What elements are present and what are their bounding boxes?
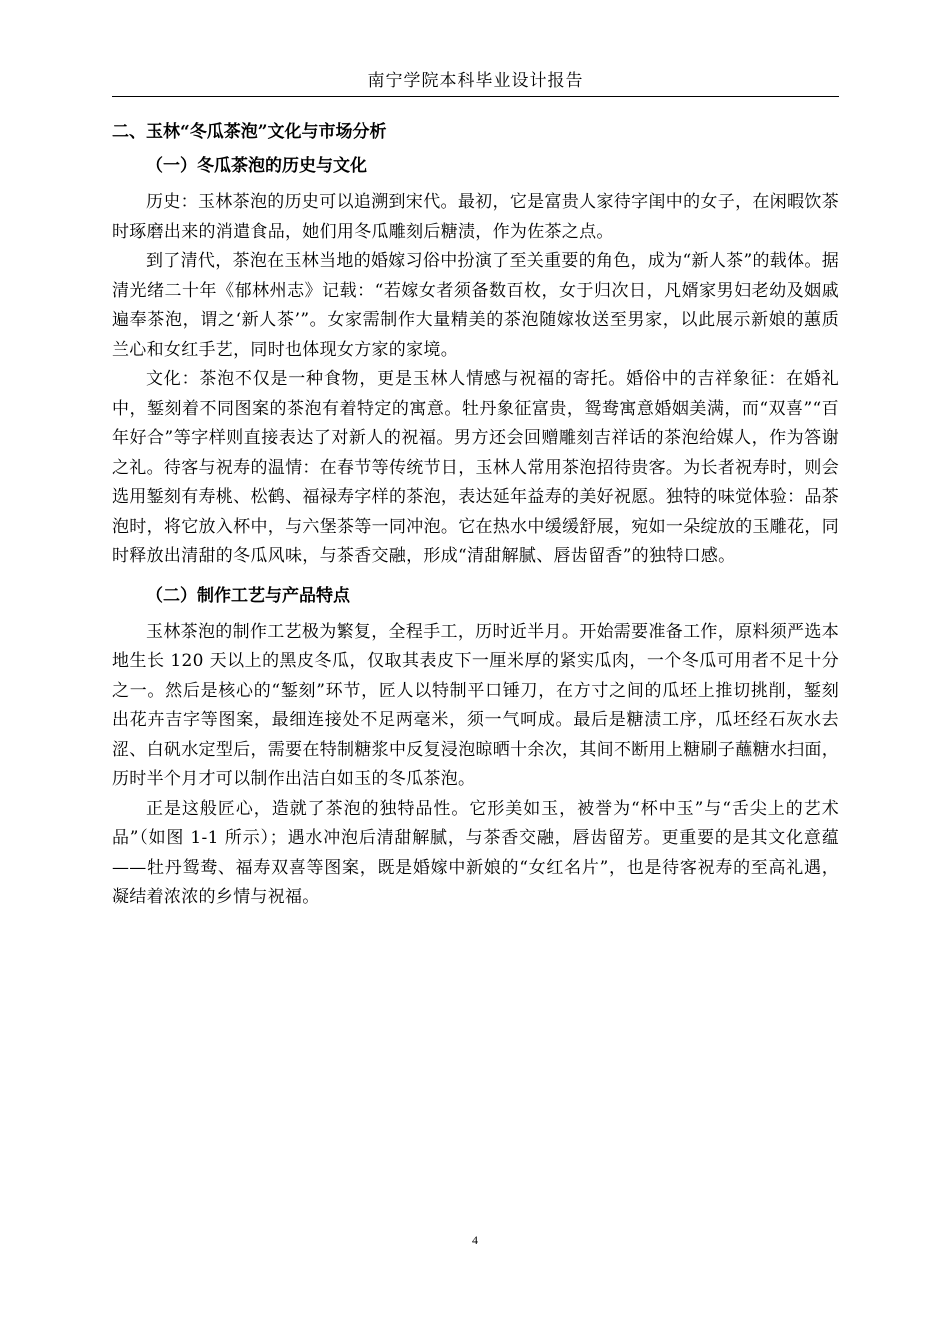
paragraph-history: 历史：玉林茶泡的历史可以追溯到宋代。最初，它是富贵人家待字闺中的女子，在闲暇饮茶时琢磨出来的消遣食品，她们用冬瓜雕刻后糖渍，作为佐茶之点。	[112, 192, 839, 242]
header-title: 南宁学院本科毕业设计报告	[367, 71, 584, 91]
paragraph-culture: 文化：茶泡不仅是一种食物，更是玉林人情感与祝福的寄托。婚俗中的吉祥象征：在婚礼中，錾刻着不同图案的茶泡有着特定的寓意。牡丹象征富贵，鸳鸯寓意婚姻美满，而“双喜”“百年好合”等字样则直接表达了对新人的祝福。男方还会回赠雕刻吉祥话的茶泡给媒人，作为答谢之礼。待客与祝寿的温情：在春节等传统节日，玉林人常用茶泡招待贵客。为长者祝寿时，则会选用錾刻有寿桃、松鹤、福禄寿字样的茶泡，表达延年益寿的美好祝愿。独特的味觉体验：品茶泡时，将它放入杯中，与六堡茶等一同冲泡。它在热水中缓缓舒展，宛如一朵绽放的玉雕花，同时释放出清甜的冬瓜风味，与茶香交融，形成“清甜解腻、唇齿留香”的独特口感。	[112, 369, 839, 566]
section-title: 二、玉林“冬瓜茶泡”文化与市场分析	[112, 122, 387, 142]
paragraph-craft: 玉林茶泡的制作工艺极为繁复，全程手工，历时近半月。开始需要准备工作，原料须严选本地生长 120 天以上的黑皮冬瓜，仅取其表皮下一厘米厚的紧实瓜肉，一个冬瓜可用者不足十分之一。然后是核心的“錾刻”环节，匠人以特制平口锤刀，在方寸之间的瓜坯上推切挑削，錾刻出花卉吉字等图案，最细连接处不足两毫米，须一气呵成。最后是糖渍工序，瓜坯经石灰水去涩、白矾水定型后，需要在特制糖浆中反复浸泡晾晒十余次，其间不断用上糖刷子蘸糖水扫面，历时半个月才可以制作出洁白如玉的冬瓜茶泡。	[112, 621, 839, 789]
subsection-title-craft-features: （二）制作工艺与产品特点	[146, 585, 350, 606]
page-header	[112, 66, 839, 97]
page-number: 4	[472, 1233, 478, 1247]
document-body	[112, 116, 839, 913]
paragraph-features: 正是这般匠心，造就了茶泡的独特品性。它形美如玉，被誉为“杯中玉”与“舌尖上的艺术品”（如图 1-1 所示）；遇水冲泡后清甜解腻，与茶香交融，唇齿留芳。更重要的是其文化意蕴——牡丹鸳鸯、福寿双喜等图案，既是婚嫁中新娘的“女红名片”，也是待客祝寿的至高礼遇，凝结着浓浓的乡情与祝福。	[112, 798, 839, 907]
subsection-title-history-culture: （一）冬瓜茶泡的历史与文化	[146, 156, 367, 176]
paragraph-qing-dynasty: 到了清代，茶泡在玉林当地的婚嫁习俗中扮演了至关重要的角色，成为“新人茶”的载体。据清光绪二十年《郁林州志》记载：“若嫁女者须备数百枚，女于归次日，凡婿家男妇老幼及姻戚遍奉茶泡，谓之‘新人茶’”。女家需制作大量精美的茶泡随嫁妆送至男家，以此展示新娘的蕙质兰心和女红手艺，同时也体现女方家的家境。	[112, 251, 839, 360]
